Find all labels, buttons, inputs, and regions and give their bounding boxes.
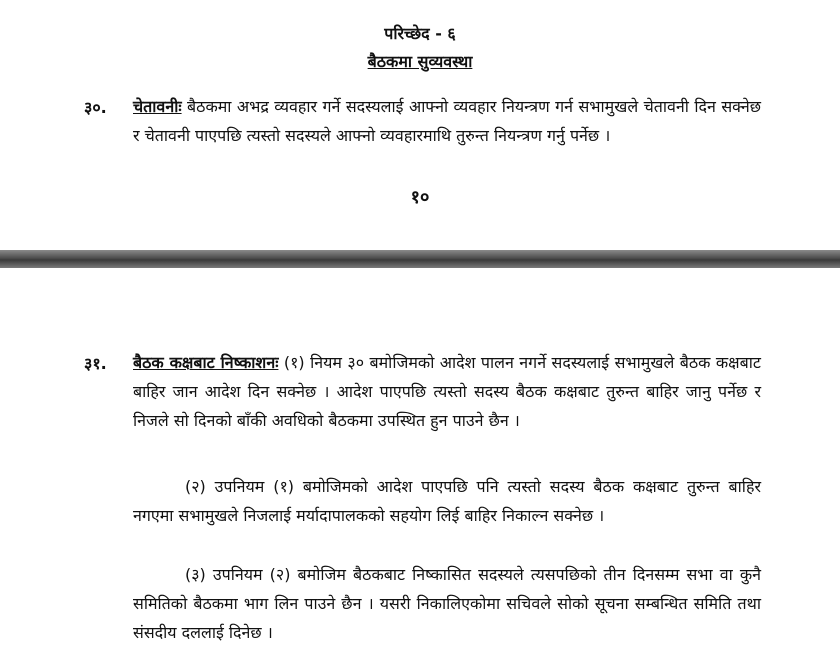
section-text: (१) नियम ३० बमोजिमको आदेश पालन नगर्ने सदस्यलाई सभामुखले बैठक कक्षबाट बाहिर जान आदेश दिन सक्नेछ । आदेश पाएपछि त्यस्तो सदस्य बैठक कक्षबाट तुरुन्त बाहिर जानु पर्नेछ र निजले सो दिनको बाँकी अवधिको बैठकमा उपस्थित हुन पाउने छैन ।: [133, 353, 761, 430]
page-break-divider: [0, 250, 840, 268]
section-number: ३१.: [84, 354, 107, 373]
subclause-text: (२) उपनियम (१) बमोजिमको आदेश पाएपछि पनि त्यस्तो सदस्य बैठक कक्षबाट तुरुन्त बाहिर नगएमा सभामुखले निजलाई मर्यादापालकको सहयोग लिई बाहिर निकाल्न सक्नेछ ।: [133, 477, 761, 525]
page-upper: [0, 0, 840, 250]
page-lower: [0, 268, 840, 656]
chapter-title-text: बैठकमा सुव्यवस्था: [367, 52, 473, 71]
page-number: १०: [410, 187, 430, 208]
subclause-2: [133, 472, 761, 530]
section-heading: चेतावनीः: [133, 97, 182, 116]
section-heading: बैठक कक्षबाट निष्काशनः: [133, 353, 279, 372]
chapter-label: परिच्छेद - ६: [384, 24, 456, 43]
subclause-text: (३) उपनियम (२) बमोजिम बैठकबाट निष्कासित सदस्यले त्यसपछिको तीन दिनसम्म सभा वा कुनै समितिको बैठकमा भाग लिन पाउने छैन । यसरी निकालिएकोमा सचिवले सोको सूचना सम्बन्धित समिति तथा संसदीय दललाई दिनेछ ।: [133, 565, 761, 642]
chapter-title: [0, 50, 840, 72]
section-text: बैठकमा अभद्र व्यवहार गर्ने सदस्यलाई आफ्नो व्यवहार नियन्त्रण गर्न सभामुखले चेतावनी दिन सक्नेछ र चेतावनी पाएपछि त्यस्तो सदस्यले आफ्नो व्यवहारमाथि तुरुन्त नियन्त्रण गर्नु पर्नेछ ।: [133, 97, 761, 145]
section-body: [133, 348, 761, 435]
subclause-3: [133, 560, 761, 647]
section-number: ३०.: [84, 98, 107, 117]
section-body: [133, 92, 761, 150]
